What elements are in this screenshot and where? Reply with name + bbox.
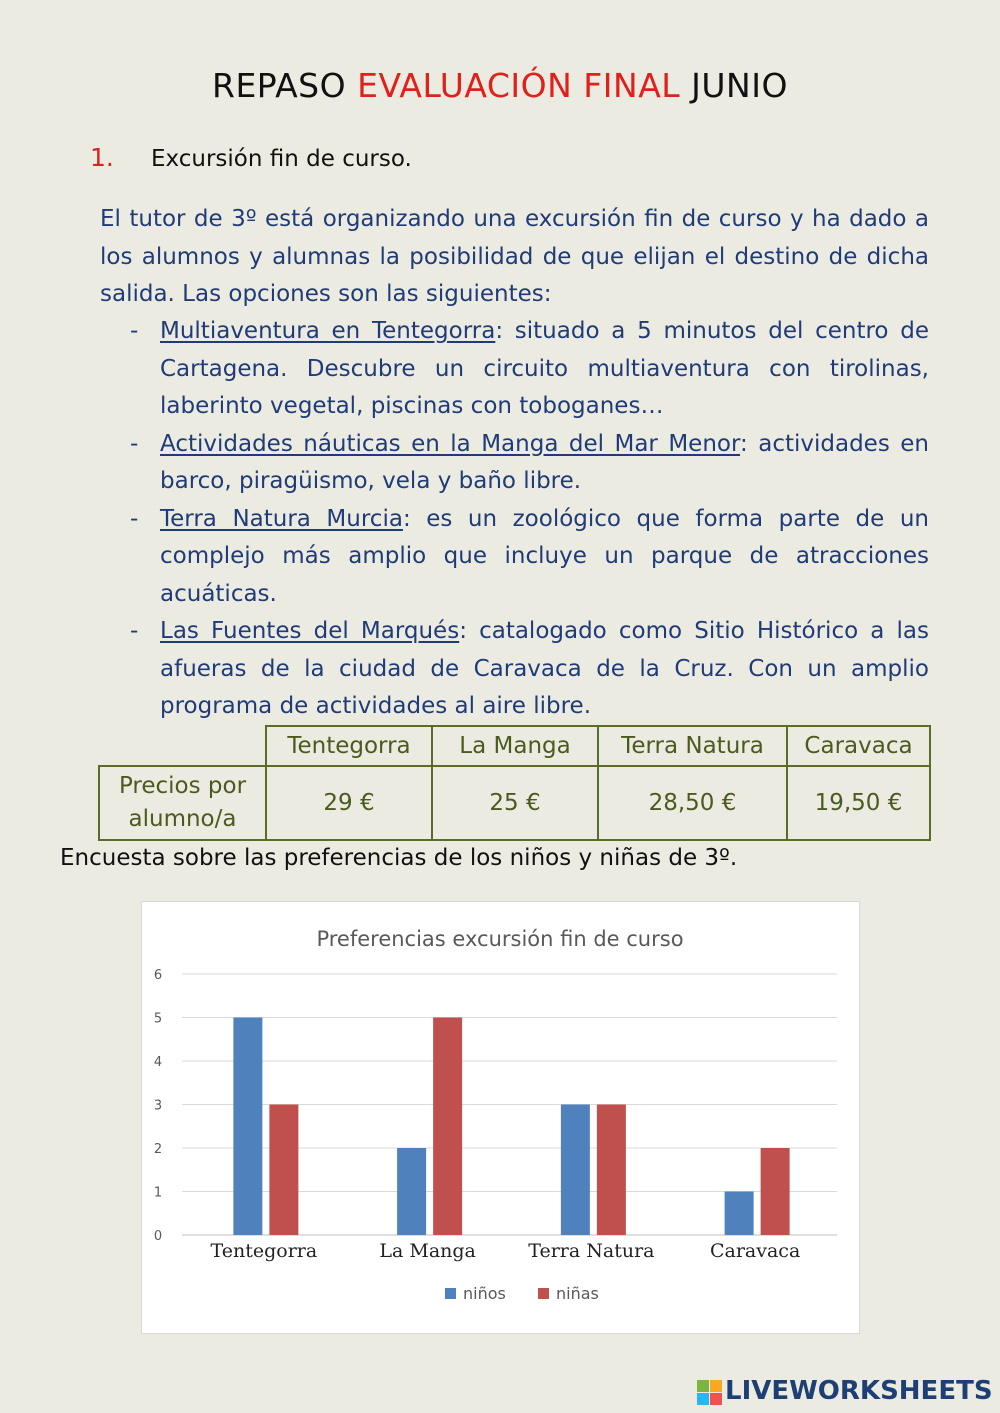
option-dash: - [130, 505, 139, 532]
price-header-cell: Tentegorra [266, 726, 432, 766]
price-value-cell: 25 € [432, 766, 598, 840]
price-value-cell: 19,50 € [787, 766, 930, 840]
price-row-label-line1: Precios por [118, 773, 247, 799]
title-part-evaluacion: EVALUACIÓN FINAL [357, 66, 681, 105]
price-value-cell: 28,50 € [598, 766, 787, 840]
question-number: 1. [90, 143, 114, 172]
bar-ninos [725, 1192, 754, 1236]
option-item [130, 613, 929, 726]
bar-ninas [597, 1105, 626, 1236]
option-item [130, 313, 929, 426]
liveworksheets-mark-icon [697, 1380, 723, 1406]
liveworksheets-logo [697, 1376, 997, 1410]
option-name: Las Fuentes del Marqués [160, 618, 460, 644]
bar-ninas [433, 1018, 462, 1236]
x-tick-label: Tentegorra [210, 1240, 318, 1262]
option-dash: - [130, 318, 139, 344]
price-row-label-line2: alumno/a [128, 806, 237, 832]
y-tick-label: 5 [153, 1011, 163, 1027]
question-title: Excursión fin de curso. [151, 146, 412, 172]
price-table-corner [99, 726, 266, 766]
legend-swatch-ninas [538, 1288, 549, 1299]
bar-ninas [269, 1105, 298, 1236]
price-row-label [99, 766, 266, 840]
price-header-cell: La Manga [432, 726, 598, 766]
x-tick-label: La Manga [379, 1240, 476, 1262]
x-tick-label: Caravaca [709, 1240, 801, 1262]
option-item [130, 426, 929, 501]
y-tick-label: 3 [153, 1098, 163, 1114]
option-desc: : catalogado como Sitio Histórico a las afueras de la ciudad de Caravaca de la Cruz. Con un amplio programa de actividades al aire libre. [160, 618, 929, 719]
bar-ninas [761, 1148, 790, 1235]
liveworksheets-wordmark: LIVEWORKSHEETS [725, 1376, 993, 1406]
price-header-cell: Terra Natura [598, 726, 787, 766]
preferences-chart [141, 901, 860, 1334]
legend-swatch-ninos [445, 1288, 456, 1299]
option-dash: - [130, 430, 139, 457]
title-part-junio: JUNIO [680, 66, 788, 105]
bar-ninos [397, 1148, 426, 1235]
price-table [98, 725, 931, 841]
survey-caption: Encuesta sobre las preferencias de los niños y niñas de 3º. [60, 845, 738, 871]
option-desc: : es un zoológico que forma parte de un complejo más amplio que incluye un parque de atracciones acuáticas. [160, 505, 929, 607]
option-item [130, 501, 929, 614]
legend-label-ninos: niños [463, 1284, 506, 1303]
x-tick-label: Terra Natura [528, 1240, 655, 1262]
price-value-cell: 29 € [266, 766, 432, 840]
intro-paragraph: El tutor de 3º está organizando una excursión fin de curso y ha dado a los alumnos y alumnas la posibilidad de que elijan el destino de dicha salida. Las opciones son las siguientes: [100, 206, 929, 308]
option-desc: : situado a 5 minutos del centro de Cartagena. Descubre un circuito multiaventura con tirolinas, laberinto vegetal, piscinas con toboganes… [160, 318, 929, 419]
price-table-value-row [99, 766, 930, 840]
option-desc: : actividades en barco, piragüismo, vela y baño libre. [160, 430, 929, 494]
y-tick-label: 1 [153, 1185, 163, 1201]
chart-svg [142, 902, 859, 1333]
price-table-header-row [99, 726, 930, 766]
legend-label-ninas: niñas [556, 1284, 599, 1303]
option-dash: - [130, 618, 139, 644]
chart-title: Preferencias excursión fin de curso [316, 927, 684, 951]
y-tick-label: 4 [153, 1055, 163, 1070]
option-name: Terra Natura Murcia [160, 505, 403, 532]
option-name: Multiaventura en Tentegorra [160, 318, 496, 344]
title-part-repaso: REPASO [212, 66, 358, 105]
price-header-cell: Caravaca [787, 726, 930, 766]
options-list [130, 313, 929, 726]
bar-ninos [233, 1018, 262, 1236]
page-title [0, 66, 1000, 105]
y-tick-label: 2 [153, 1142, 163, 1157]
y-tick-label: 0 [153, 1229, 163, 1244]
bar-ninos [561, 1105, 590, 1236]
option-name: Actividades náuticas en la Manga del Mar Menor [160, 430, 741, 457]
y-tick-label: 6 [153, 968, 163, 983]
